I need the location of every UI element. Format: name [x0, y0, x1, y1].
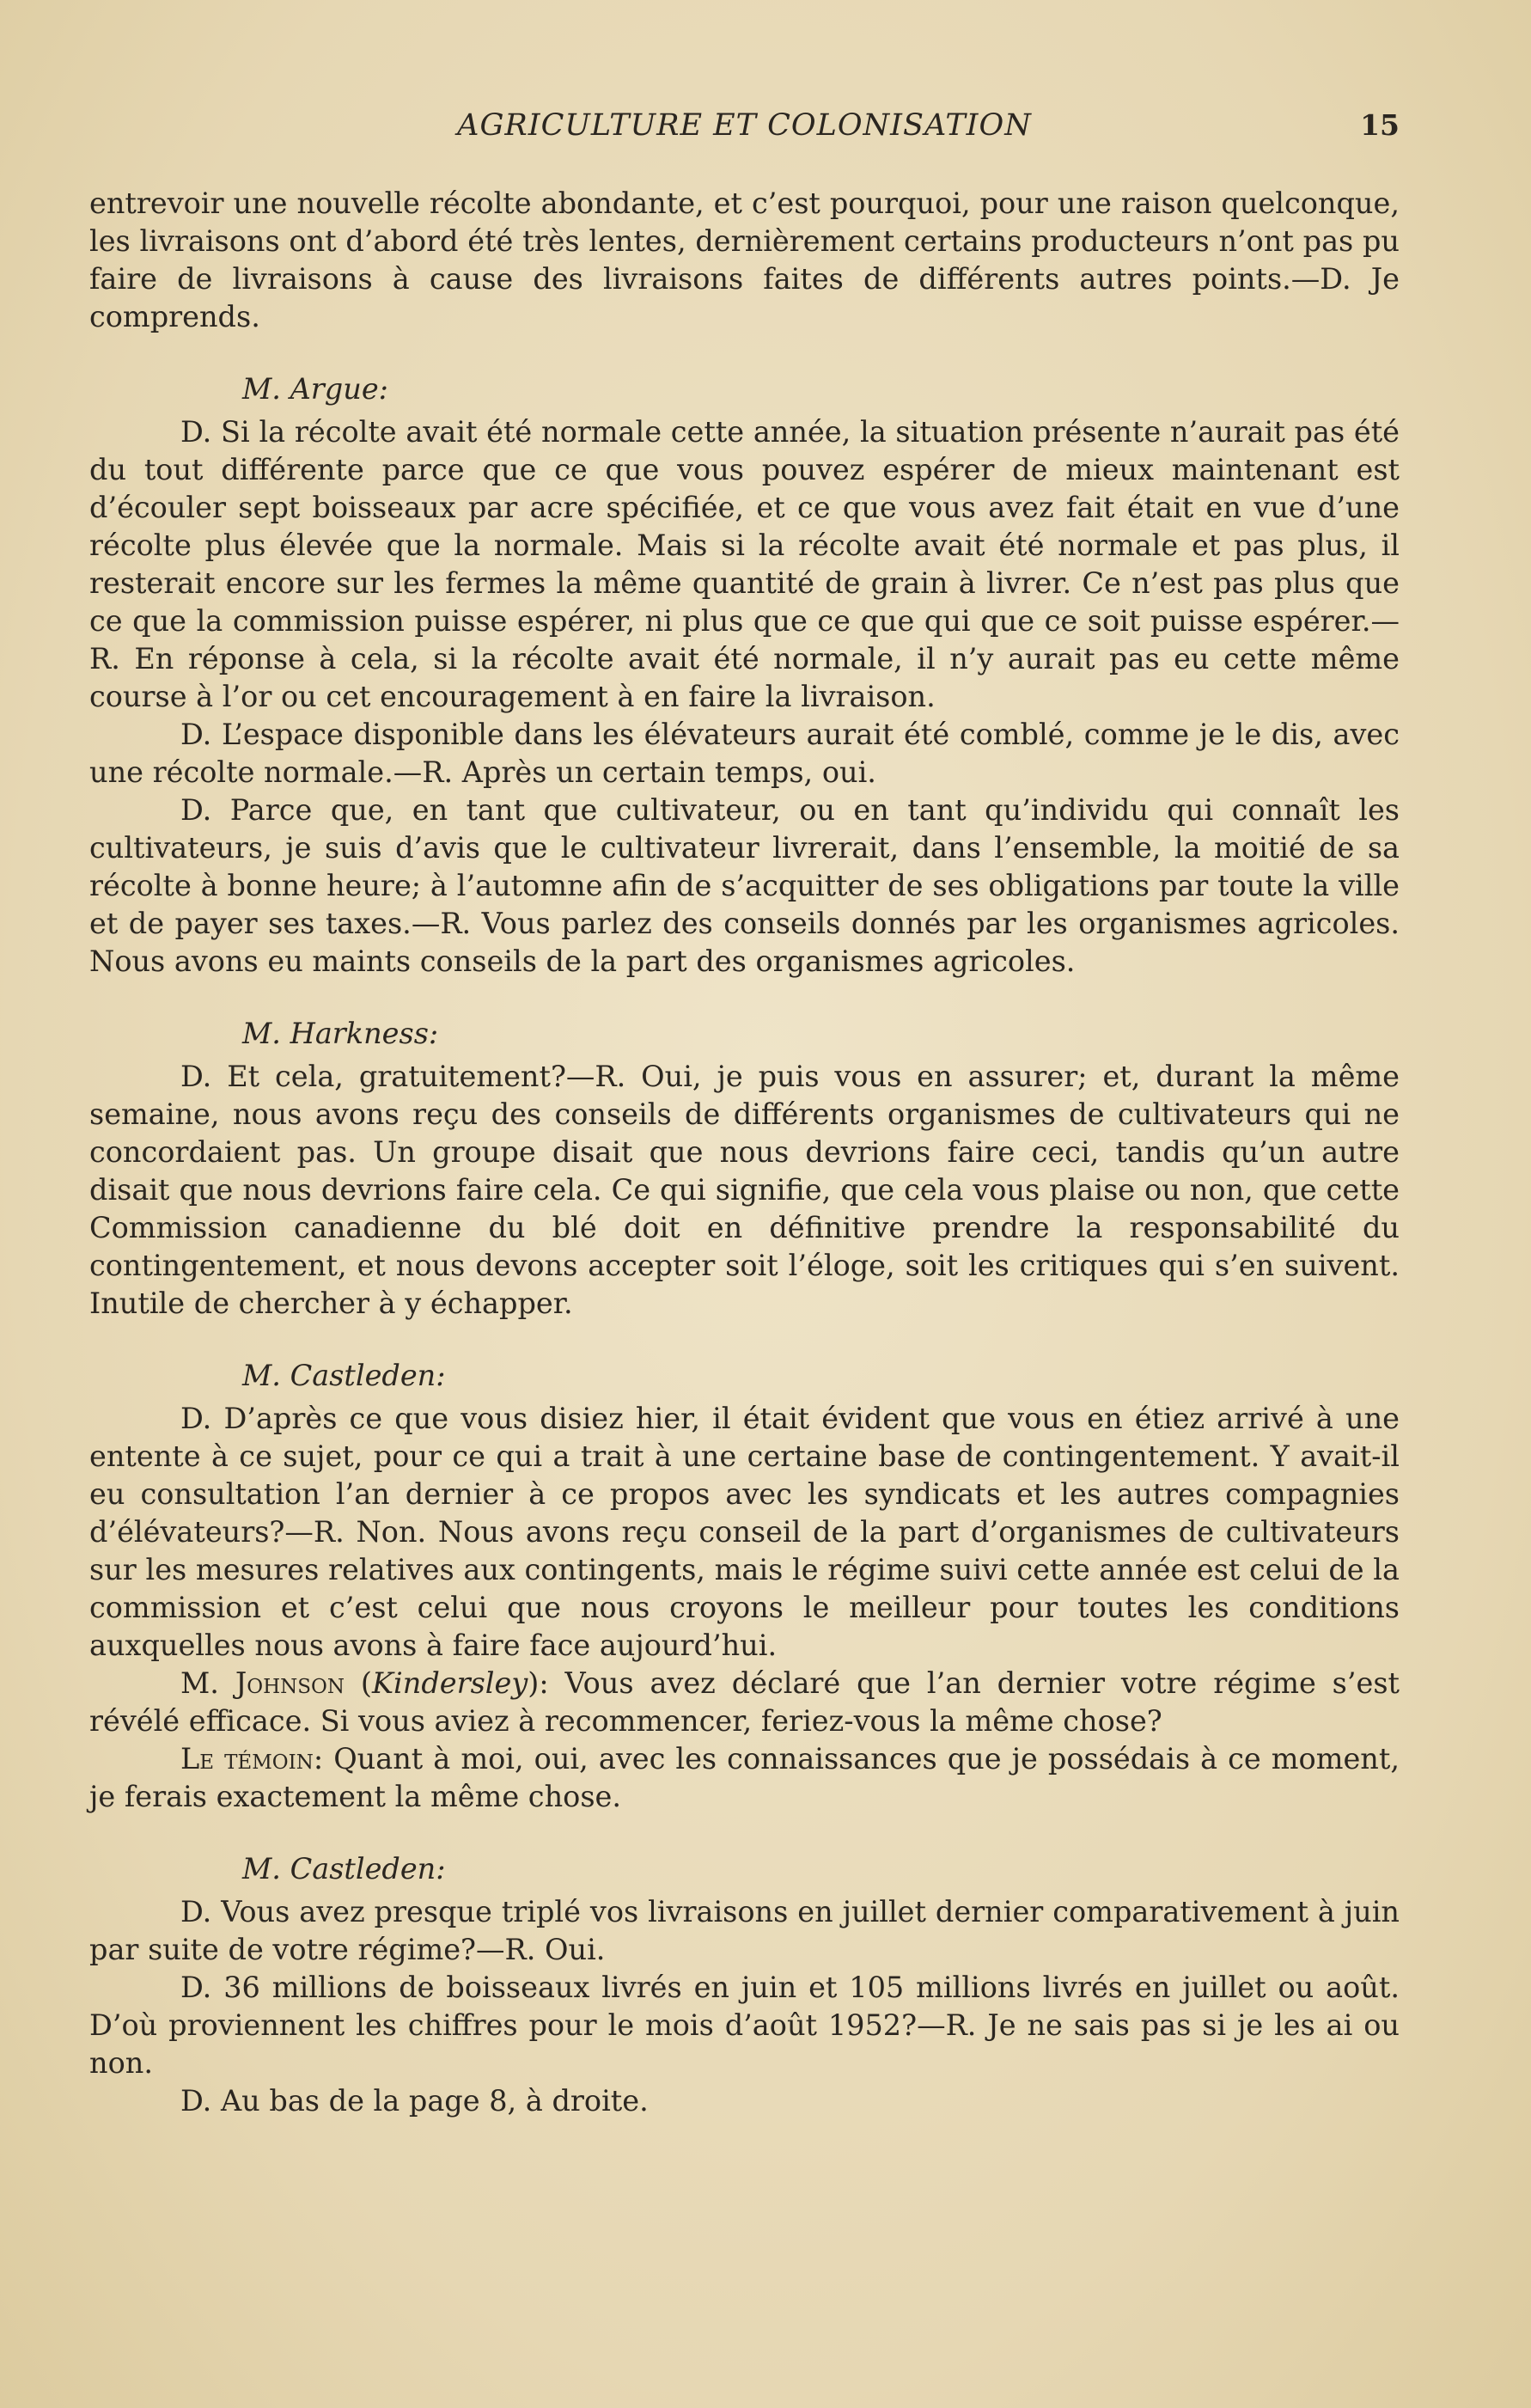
page-header [89, 108, 1400, 155]
paragraph: D. Vous avez presque triplé vos livraisons en juillet dernier comparativement à juin par suite de votre régime?—R. Oui. [89, 1895, 1400, 1966]
paragraph: entrevoir une nouvelle récolte abondante, et c’est pourquoi, pour une raison quelconque, les livraisons ont d’abord été très lentes, dernièrement certains producteurs n’ont pas pu faire de livraisons à cause des livraisons faites de différents autres points.—D. Je comprends. [89, 186, 1400, 333]
speaker-name: M. Johnson [180, 1666, 345, 1700]
paragraph: D. Parce que, en tant que cultivateur, ou en tant qu’individu qui connaît les cultivateurs, je suis d’avis que le cultivateur livrerait, dans l’ensemble, la moitié de sa récolte à bonne heure; à l’automne afin de s’acquitter de ses obligations par toute la ville et de payer ses taxes.—R. Vous parlez des conseils donnés par les organismes agricoles. Nous avons eu maints conseils de la part des organismes agricoles. [89, 793, 1400, 978]
paragraph-text: : Quant à moi, oui, avec les connaissances que je possédais à ce moment, je ferais exactement la même chose. [89, 1742, 1400, 1813]
paragraph: D. D’après ce que vous disiez hier, il était évident que vous en étiez arrivé à une entente à ce sujet, pour ce qui a trait à une certaine base de contingentement. Y avait-il eu consultation l’an dernier à ce propos avec les syndicats et les autres compagnies d’élévateurs?—R. Non. Nous avons reçu conseil de la part d’organismes de cultivateurs sur les mesures relatives aux contingents, mais le régime suivi cette année est celui de la commission et c’est celui que nous croyons le meilleur pour toutes les conditions auxquelles nous avons à faire face aujourd’hui. [89, 1402, 1400, 1662]
paragraph: D. Si la récolte avait été normale cette année, la situation présente n’aurait pas été du tout différente parce que ce que vous pouvez espérer de mieux maintenant est d’écouler sept boisseaux par acre spécifiée, et ce que vous avez fait était en vue d’une récolte plus élevée que la normale. Mais si la récolte avait été normale et pas plus, il resterait encore sur les fermes la même quantité de grain à livrer. Ce n’est pas plus que ce que la commission puisse espérer, ni plus que ce que qui que ce soit puisse espérer.—R. En réponse à cela, si la récolte avait été normale, il n’y aurait pas eu cette même course à l’or ou cet encouragement à en faire la livraison. [89, 415, 1400, 713]
speaker-heading: M. Harkness: [242, 1017, 439, 1050]
speaker-heading: M. Castleden: [242, 1359, 446, 1392]
paragraph [89, 1740, 1400, 1816]
paragraph: M. Johnson (Kindersley): Vous avez déclaré que l’an dernier votre régime s’est révélé efficace. Si vous aviez à recommencer, feriez-vous la même chose? [89, 1666, 1400, 1738]
paragraph: D. Au bas de la page 8, à droite. [180, 2084, 649, 2118]
speaker-heading: M. Argue: [242, 372, 388, 406]
paragraph-text: : Vous avez déclaré que l’an dernier votre régime s’est révélé efficace. Si vous aviez à recommencer, feriez-vous la même chose? [89, 1666, 1400, 1738]
page-number: 15 [1360, 108, 1400, 142]
paragraph: D. Et cela, gratuitement?—R. Oui, je puis vous en assurer; et, durant la même semaine, nous avons reçu des conseils de différents organismes de cultivateurs qui ne concordaient pas. Un groupe disait que nous devrions faire ceci, tandis qu’un autre disait que nous devrions faire cela. Ce qui signifie, que cela vous plaise ou non, que cette Commission canadienne du blé doit en définitive prendre la responsabilité du contingentement, et nous devons accepter soit l’éloge, soit les critiques qui s’en suivent. Inutile de chercher à y échapper. [89, 1060, 1400, 1320]
speaker-heading: M. Castleden: [242, 1852, 446, 1885]
running-title: AGRICULTURE ET COLONISATION [457, 108, 1032, 143]
paragraph: D. L’espace disponible dans les élévateurs aurait été comblé, comme je le dis, avec une récolte normale.—R. Après un certain temps, oui. [89, 718, 1400, 789]
speaker-name: Le témoin [180, 1742, 314, 1775]
paragraph: D. 36 millions de boisseaux livrés en juin et 105 millions livrés en juillet ou août. D’où proviennent les chiffres pour le mois d’août 1952?—R. Je ne sais pas si je les ai ou non. [89, 1971, 1400, 2080]
riding-name: Kindersley [372, 1666, 528, 1700]
document-body [89, 185, 1400, 2120]
